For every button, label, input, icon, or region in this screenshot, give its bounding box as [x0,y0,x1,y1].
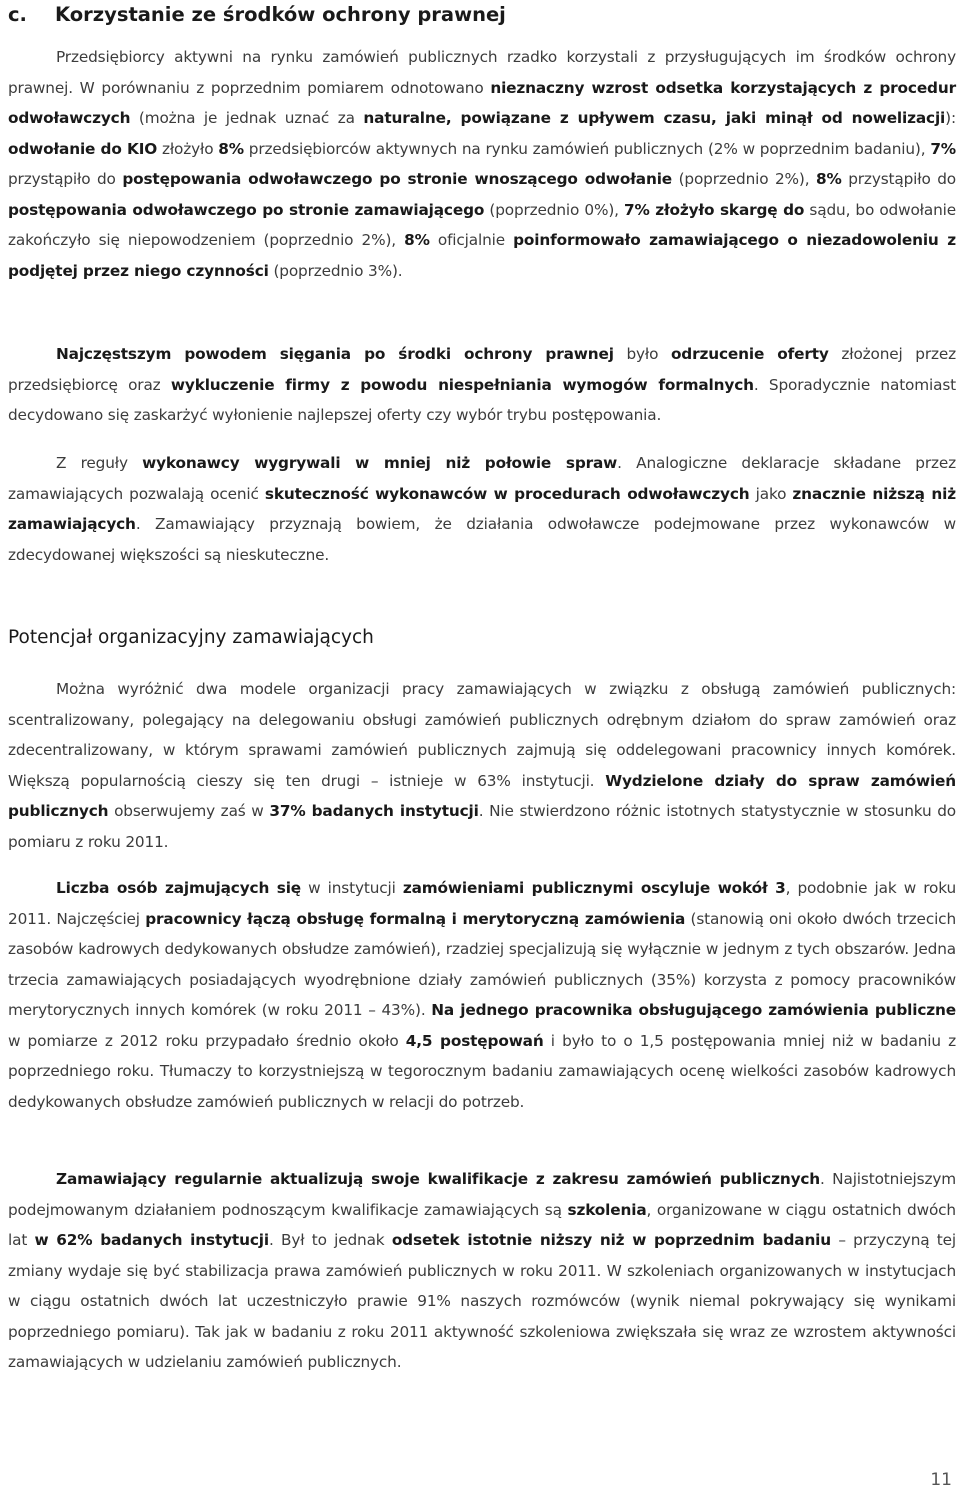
text-run: w pomiarze z 2012 roku przypadało średnio około [8,1031,406,1050]
text-run: oficjalnie [429,231,514,249]
bold-text: Wydzielone działy do spraw zamówień publicznych [8,771,956,820]
bold-text: postępowania odwoławczego po stronie zamawiającego [8,200,485,219]
page-number: 11 [930,1470,952,1490]
text-run: złożyło [157,139,219,158]
paragraph [8,1164,956,1378]
text-run: złożonej przez przedsiębiorcę oraz [8,345,956,394]
text-run: przystąpiło do [8,170,123,188]
text-run: , podobnie jak w roku 2011. Najczęściej [8,879,956,928]
bold-text: odrzucenie oferty [670,345,829,363]
bold-text: 8% [404,231,430,249]
bold-text: 37% badanych instytucji [269,802,479,820]
paragraph [8,873,956,1117]
bold-text: zamówieniami publicznymi oscyluje wokół 3 [402,879,786,897]
text-run: było [613,345,671,363]
text-run: (poprzednio 3%). [268,261,403,280]
text-run: w instytucji [301,879,403,897]
bold-text: 8% [816,170,842,188]
bold-text: naturalne, powiązane z upływem czasu, jaki minął od nowelizacji [363,109,946,127]
text-run: . Najistotniejszym podejmowanym działaniem podnoszącym kwalifikacje zamawiających są [8,1170,956,1219]
bold-text: w 62% badanych instytucji [34,1231,269,1249]
bold-text: pracownicy łączą obsługę formalną i merytoryczną zamówienia [145,909,686,928]
bold-text: Najczęstszym powodem sięgania po środki ochrony prawnej [56,345,614,363]
text-run: obserwujemy zaś w [108,802,270,820]
text-run: przedsiębiorców aktywnych na rynku zamówień publicznych (2% w poprzednim badaniu), [243,139,931,158]
text-run: . Zamawiający przyznają bowiem, że działania odwoławcze podejmowane przez wykonawców w zdecydowanej większości są nieskuteczne. [8,515,956,564]
paragraph [8,674,956,857]
section-title: Korzystanie ze środków ochrony prawnej [55,3,506,26]
bold-text: szkolenia [567,1200,647,1219]
bold-text: 7% [930,139,956,158]
text-run: . Analogiczne deklaracje składane przez zamawiających pozwalają ocenić [8,454,957,503]
bold-text: znacznie niższą niż zamawiających [8,484,956,533]
text-run: Przedsiębiorcy aktywni na rynku zamówień publicznych rzadko korzystali z przysługujących im środków ochrony prawnej. W porównaniu z poprzednim pomiarem odnotowano [8,48,956,97]
text-run: , organizowane w ciągu ostatnich dwóch lat [8,1200,956,1249]
bold-text: wykonawcy wygrywali w mniej niż połowie spraw [142,454,618,472]
text-run: Z reguły [56,454,143,472]
text-run: . Sporadycznie natomiast decydowano się zaskarżyć wyłonienie najlepszej oferty czy wybór trybu postępowania. [8,375,956,424]
bold-text: poinformowało zamawiającego o niezadowoleniu z podjętej przez niego czynności [8,231,956,280]
bold-text: 4,5 postępowań [405,1031,544,1050]
bold-text: wykluczenie firmy z powodu niespełniania wymogów formalnych [170,375,754,394]
bold-text: skuteczność wykonawców w procedurach odwoławczych [264,484,750,503]
text-run: sądu, bo odwołanie zakończyło się niepowodzeniem (poprzednio 2%), [8,200,956,249]
section-heading [8,2,506,28]
text-run: jako [749,484,793,503]
text-run: – przyczyną tej zmiany wydaje się być stabilizacja prawa zamówień publicznych w roku 2011. W szkoleniach organizowanych w instytucjach w ciągu ostatnich dwóch lat uczestniczyło prawie 91% naszych rozmówców (wynik niemal pokrywający się wynikami poprzedniego pomiaru). Tak jak w badaniu z roku 2011 aktywność szkoleniowa zwiększała się wraz ze wzrostem aktywności zamawiających w udzielaniu zamówień publicznych. [8,1231,956,1371]
text-run: . Był to jednak [268,1231,392,1249]
bold-text: Liczba osób zajmujących się [56,879,302,897]
text-run: (poprzednio 0%), [484,200,624,219]
paragraph [8,42,956,286]
bold-text: Na jednego pracownika obsługującego zamówienia publiczne [431,1001,956,1019]
paragraph [8,448,956,570]
text-run: Można wyróżnić dwa modele organizacji pracy zamawiających w związku z obsługą zamówień publicznych: scentralizowany, polegający na delegowaniu obsługi zamówień publicznych odrębnym działom do spraw zamówień oraz zdecentralizowany, w którym sprawami zamówień publicznych zajmują się oddelegowani pracownicy innych komórek. Większą popularnością cieszy się ten drugi – istnieje w 63% instytucji. [8,680,956,790]
bold-text: odsetek istotnie niższy niż w poprzednim badaniu [391,1231,832,1249]
text-run: ): [945,109,956,127]
text-run: i było to o 1,5 postępowania mniej niż w badaniu z poprzedniego roku. Tłumaczy to korzystniejszą w tegorocznym badaniu zamawiających ocenę wielkości zasobów kadrowych dedykowanych obsłudze zamówień publicznych w relacji do potrzeb. [8,1031,956,1111]
text-run: (stanowią oni około dwóch trzecich zasobów kadrowych dedykowanych obsłudze zamówień), rzadziej specjalizują się wyłącznie w jednym z tych obszarów. Jedna trzecia zamawiających posiadających wyodrębnione działy zamówień publicznych (35%) korzysta z pomocy pracowników merytorycznych innych komórek (w roku 2011 – 43%). [8,909,956,1019]
text-run: (można je jednak uznać za [130,109,364,127]
bold-text: 7% złożyło skargę do [624,200,805,219]
bold-text: Zamawiający regularnie aktualizują swoje kwalifikacje z zakresu zamówień publicznych [56,1170,821,1188]
bold-text: 8% [218,139,244,158]
text-run: (poprzednio 2%), [672,170,817,188]
paragraph [8,339,956,431]
text-run: . Nie stwierdzono różnic istotnych statystycznie w stosunku do pomiaru z roku 2011. [8,802,956,851]
section-number: c. [8,3,27,26]
bold-text: odwołanie do KIO [8,139,158,158]
text-run: przystąpiło do [841,170,956,188]
bold-text: postępowania odwoławczego po stronie wnoszącego odwołanie [122,170,673,188]
subsection-heading: Potencjał organizacyjny zamawiających [8,627,374,648]
bold-text: nieznaczny wzrost odsetka korzystających z procedur odwoławczych [8,78,956,127]
